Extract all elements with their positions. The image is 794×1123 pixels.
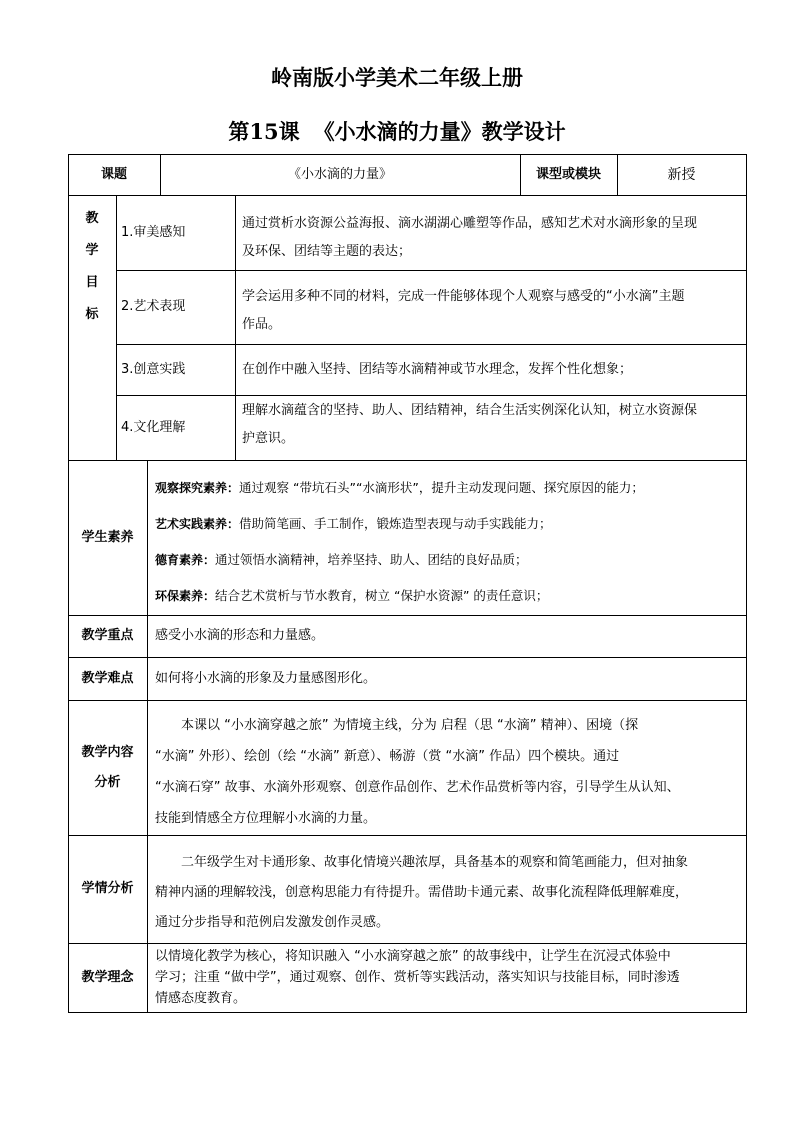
content-analysis-label: 教学内容 分析 — [81, 744, 134, 790]
difficulty-label: 教学难点 — [81, 670, 134, 686]
content-analysis-text: 本课以 “小水滴穿越之旅” 为情境主线，分为 启程（思 “水滴” 精神）、困境（探 “水滴” 外形）、绘创（绘 “水滴” 新意）、畅游（赏 “水滴” 作品）四个模块。通过 “水滴石穿” 故事、水滴外形观察、创意作品创作、艺术作品赏析等内容，引导学生从认知、 技能到情感全方位理解小水滴的力量。 — [155, 718, 680, 826]
topic-value: 《小水滴的力量》 — [287, 166, 392, 182]
lesson-number: 第15课 — [228, 119, 300, 144]
literacy-label: 学生素养 — [81, 529, 134, 545]
goal-label: 3.创意实践 — [121, 361, 186, 377]
goal-text: 理解水滴蕴含的坚持、助人、团结精神，结合生活实例深化认知，树立水资源保 护意识。 — [242, 403, 698, 446]
goal-label: 2.艺术表现 — [121, 299, 186, 314]
topic-label: 课题 — [100, 166, 127, 182]
literacy-item: 观察探究素养：通过观察 “带坑石头”“水滴形状”，提升主动发现问题、探究原因的能力； — [155, 480, 644, 495]
goal-label: 1.审美感知 — [121, 224, 186, 240]
document-title: 岭南版小学美术二年级上册 — [271, 65, 523, 90]
goals-label-char: 学 — [85, 243, 99, 258]
goal-text: 学会运用多种不同的材料，完成一件能够体现个人观察与感受的“小水滴”主题 作品。 — [242, 289, 685, 332]
key-point-label: 教学重点 — [81, 628, 134, 643]
learner-analysis-text: 二年级学生对卡通形象、故事化情境兴趣浓厚，具备基本的观察和简笔画能力，但对抽象 精神内涵的理解较浅，创意构思能力有待提升。需借助卡通元素、故事化流程降低理解难度， 通过分步指导和范例启发激发创作灵感。 — [155, 855, 689, 930]
goals-label — [68, 203, 116, 343]
lesson-name: 《小水滴的力量》教学设计 — [313, 119, 566, 144]
literacy-list — [155, 470, 745, 614]
literacy-item: 德育素养：通过领悟水滴精神，培养坚持、助人、团结的良好品质； — [155, 552, 528, 567]
goals-label-char: 教 — [85, 211, 99, 226]
literacy-item: 环保素养：结合艺术赏析与节水教育，树立 “保护水资源” 的责任意识； — [155, 588, 549, 603]
goal-text: 通过赏析水资源公益海报、滴水湖湖心雕塑等作品，感知艺术对水滴形象的呈现 及环保、团结等主题的表达； — [242, 216, 698, 259]
difficulty-text: 如何将小水滴的形象及力量感图形化。 — [155, 670, 377, 686]
learner-analysis-label: 学情分析 — [81, 881, 134, 896]
teaching-concept-label: 教学理念 — [81, 969, 134, 985]
key-point-text: 感受小水滴的形态和力量感。 — [155, 628, 325, 643]
literacy-item: 艺术实践素养：借助简笔画、手工制作，锻炼造型表现与动手实践能力； — [155, 516, 552, 531]
goals-label-char: 标 — [85, 307, 99, 322]
goal-label: 4.文化理解 — [121, 419, 186, 435]
goal-text: 在创作中融入坚持、团结等水滴精神或节水理念，发挥个性化想象； — [242, 361, 633, 377]
course-type-label: 课型或模块 — [535, 166, 601, 182]
lesson-title — [0, 116, 794, 146]
course-type-value: 新授 — [667, 166, 696, 183]
teaching-concept-text: 以情境化教学为核心，将知识融入 “小水滴穿越之旅” 的故事线中，让学生在沉浸式体验中 学习；注重 “做中学”，通过观察、创作、赏析等实践活动，落实知识与技能目标，同时渗透 情感态度教育。 — [155, 949, 680, 1006]
goals-label-char: 目 — [85, 275, 99, 290]
